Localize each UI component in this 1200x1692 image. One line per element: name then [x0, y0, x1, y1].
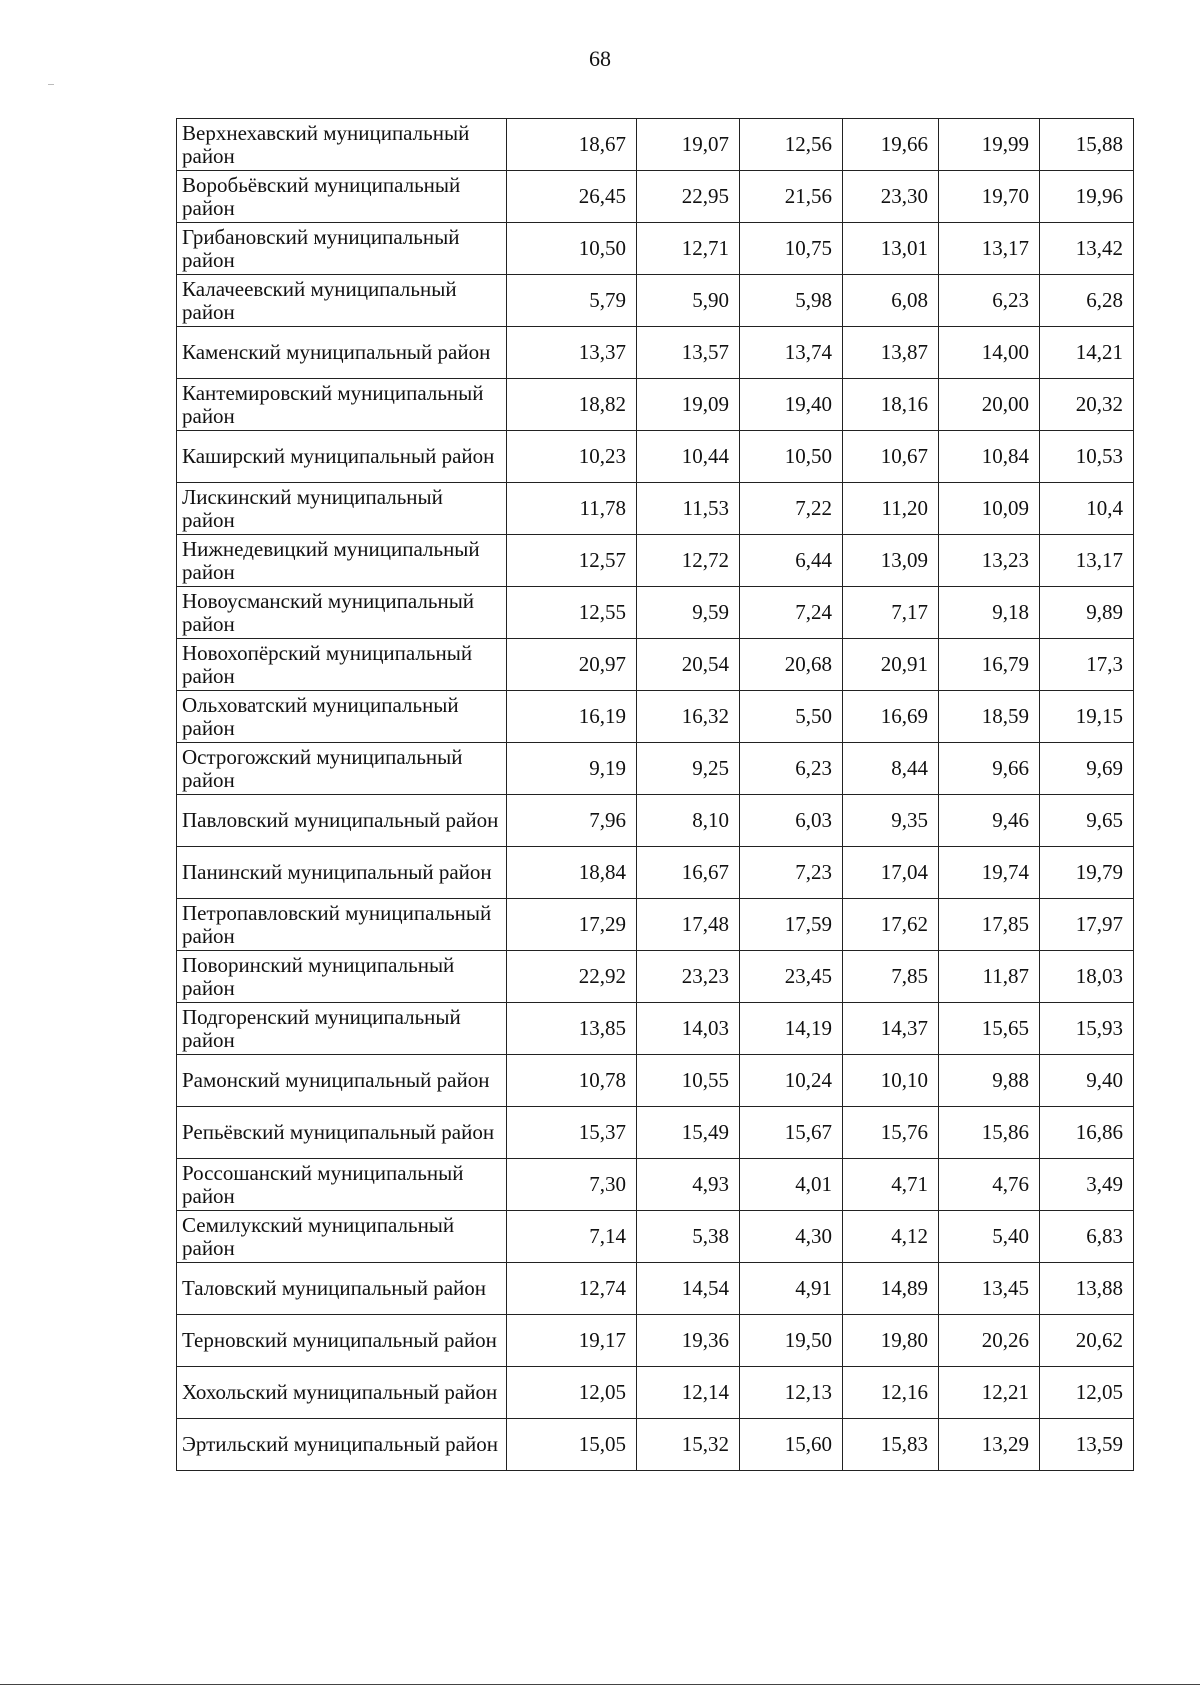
value-cell: 17,48 — [637, 899, 740, 951]
value-cell: 20,97 — [507, 639, 637, 691]
table-row — [177, 847, 1134, 899]
value-cell: 19,07 — [637, 119, 740, 171]
value-cell: 6,83 — [1040, 1211, 1134, 1263]
value-cell: 19,70 — [939, 171, 1040, 223]
value-cell: 19,79 — [1040, 847, 1134, 899]
table-row — [177, 899, 1134, 951]
value-cell: 12,72 — [637, 535, 740, 587]
value-cell: 5,40 — [939, 1211, 1040, 1263]
value-cell: 15,76 — [843, 1107, 939, 1159]
value-cell: 15,83 — [843, 1419, 939, 1471]
value-cell: 18,03 — [1040, 951, 1134, 1003]
value-cell: 10,67 — [843, 431, 939, 483]
value-cell: 4,93 — [637, 1159, 740, 1211]
value-cell: 19,66 — [843, 119, 939, 171]
value-cell: 26,45 — [507, 171, 637, 223]
value-cell: 12,71 — [637, 223, 740, 275]
value-cell: 15,60 — [740, 1419, 843, 1471]
value-cell: 8,44 — [843, 743, 939, 795]
table-row — [177, 1419, 1134, 1471]
value-cell: 17,3 — [1040, 639, 1134, 691]
district-name-cell: Поворинский муниципальный район — [177, 951, 507, 1003]
value-cell: 10,84 — [939, 431, 1040, 483]
value-cell: 4,71 — [843, 1159, 939, 1211]
value-cell: 13,74 — [740, 327, 843, 379]
table-row — [177, 1107, 1134, 1159]
value-cell: 9,25 — [637, 743, 740, 795]
value-cell: 17,62 — [843, 899, 939, 951]
value-cell: 5,50 — [740, 691, 843, 743]
value-cell: 13,57 — [637, 327, 740, 379]
value-cell: 20,68 — [740, 639, 843, 691]
value-cell: 18,82 — [507, 379, 637, 431]
district-name-cell: Нижнедевицкий муниципальный район — [177, 535, 507, 587]
value-cell: 15,65 — [939, 1003, 1040, 1055]
value-cell: 10,10 — [843, 1055, 939, 1107]
bottom-rule — [0, 1684, 1200, 1685]
value-cell: 12,57 — [507, 535, 637, 587]
value-cell: 10,78 — [507, 1055, 637, 1107]
value-cell: 20,62 — [1040, 1315, 1134, 1367]
value-cell: 10,53 — [1040, 431, 1134, 483]
value-cell: 12,56 — [740, 119, 843, 171]
value-cell: 7,24 — [740, 587, 843, 639]
value-cell: 5,79 — [507, 275, 637, 327]
table-row — [177, 431, 1134, 483]
table-row — [177, 327, 1134, 379]
table-row — [177, 691, 1134, 743]
value-cell: 12,55 — [507, 587, 637, 639]
value-cell: 4,30 — [740, 1211, 843, 1263]
district-name-cell: Подгоренский муниципальный район — [177, 1003, 507, 1055]
value-cell: 17,04 — [843, 847, 939, 899]
value-cell: 14,03 — [637, 1003, 740, 1055]
value-cell: 19,17 — [507, 1315, 637, 1367]
district-name-cell: Лискинский муниципальный район — [177, 483, 507, 535]
value-cell: 13,59 — [1040, 1419, 1134, 1471]
table-row — [177, 483, 1134, 535]
value-cell: 12,16 — [843, 1367, 939, 1419]
value-cell: 6,23 — [939, 275, 1040, 327]
value-cell: 9,59 — [637, 587, 740, 639]
value-cell: 14,00 — [939, 327, 1040, 379]
value-cell: 20,26 — [939, 1315, 1040, 1367]
value-cell: 7,30 — [507, 1159, 637, 1211]
value-cell: 20,91 — [843, 639, 939, 691]
value-cell: 11,20 — [843, 483, 939, 535]
value-cell: 15,37 — [507, 1107, 637, 1159]
district-name-cell: Воробьёвский муниципальный район — [177, 171, 507, 223]
value-cell: 4,12 — [843, 1211, 939, 1263]
table-row — [177, 1211, 1134, 1263]
value-cell: 10,23 — [507, 431, 637, 483]
value-cell: 4,76 — [939, 1159, 1040, 1211]
district-name-cell: Таловский муниципальный район — [177, 1263, 507, 1315]
value-cell: 23,30 — [843, 171, 939, 223]
value-cell: 9,88 — [939, 1055, 1040, 1107]
district-name-cell: Калачеевский муниципальный район — [177, 275, 507, 327]
value-cell: 16,86 — [1040, 1107, 1134, 1159]
district-name-cell: Рамонский муниципальный район — [177, 1055, 507, 1107]
value-cell: 9,18 — [939, 587, 1040, 639]
value-cell: 7,22 — [740, 483, 843, 535]
district-name-cell: Панинский муниципальный район — [177, 847, 507, 899]
district-name-cell: Каменский муниципальный район — [177, 327, 507, 379]
district-name-cell: Семилукский муниципальный район — [177, 1211, 507, 1263]
value-cell: 13,23 — [939, 535, 1040, 587]
table-body — [177, 119, 1134, 1471]
district-name-cell: Ольховатский муниципальный район — [177, 691, 507, 743]
value-cell: 23,45 — [740, 951, 843, 1003]
value-cell: 16,19 — [507, 691, 637, 743]
value-cell: 19,36 — [637, 1315, 740, 1367]
value-cell: 15,67 — [740, 1107, 843, 1159]
value-cell: 9,46 — [939, 795, 1040, 847]
value-cell: 10,4 — [1040, 483, 1134, 535]
table-row — [177, 1003, 1134, 1055]
value-cell: 12,05 — [1040, 1367, 1134, 1419]
value-cell: 11,78 — [507, 483, 637, 535]
value-cell: 17,29 — [507, 899, 637, 951]
value-cell: 12,74 — [507, 1263, 637, 1315]
value-cell: 15,49 — [637, 1107, 740, 1159]
value-cell: 20,32 — [1040, 379, 1134, 431]
value-cell: 13,85 — [507, 1003, 637, 1055]
value-cell: 10,50 — [740, 431, 843, 483]
value-cell: 12,05 — [507, 1367, 637, 1419]
district-name-cell: Терновский муниципальный район — [177, 1315, 507, 1367]
value-cell: 19,99 — [939, 119, 1040, 171]
value-cell: 14,89 — [843, 1263, 939, 1315]
value-cell: 13,17 — [939, 223, 1040, 275]
value-cell: 10,09 — [939, 483, 1040, 535]
value-cell: 10,24 — [740, 1055, 843, 1107]
district-name-cell: Каширский муниципальный район — [177, 431, 507, 483]
value-cell: 9,69 — [1040, 743, 1134, 795]
value-cell: 20,00 — [939, 379, 1040, 431]
table-row — [177, 1263, 1134, 1315]
value-cell: 6,23 — [740, 743, 843, 795]
district-name-cell: Верхнехавский муниципальный район — [177, 119, 507, 171]
value-cell: 19,74 — [939, 847, 1040, 899]
value-cell: 22,92 — [507, 951, 637, 1003]
value-cell: 13,17 — [1040, 535, 1134, 587]
table-row — [177, 587, 1134, 639]
value-cell: 19,09 — [637, 379, 740, 431]
value-cell: 18,16 — [843, 379, 939, 431]
table-row — [177, 119, 1134, 171]
value-cell: 7,96 — [507, 795, 637, 847]
value-cell: 15,05 — [507, 1419, 637, 1471]
value-cell: 13,09 — [843, 535, 939, 587]
value-cell: 11,53 — [637, 483, 740, 535]
value-cell: 8,10 — [637, 795, 740, 847]
district-data-table — [176, 118, 1134, 1471]
value-cell: 4,01 — [740, 1159, 843, 1211]
value-cell: 16,69 — [843, 691, 939, 743]
value-cell: 9,89 — [1040, 587, 1134, 639]
table-row — [177, 1315, 1134, 1367]
value-cell: 13,01 — [843, 223, 939, 275]
table-row — [177, 795, 1134, 847]
table-row — [177, 1159, 1134, 1211]
value-cell: 17,85 — [939, 899, 1040, 951]
district-name-cell: Хохольский муниципальный район — [177, 1367, 507, 1419]
district-name-cell: Эртильский муниципальный район — [177, 1419, 507, 1471]
value-cell: 14,19 — [740, 1003, 843, 1055]
table-row — [177, 275, 1134, 327]
value-cell: 7,23 — [740, 847, 843, 899]
value-cell: 7,17 — [843, 587, 939, 639]
value-cell: 9,35 — [843, 795, 939, 847]
table-row — [177, 535, 1134, 587]
table-row — [177, 951, 1134, 1003]
value-cell: 18,59 — [939, 691, 1040, 743]
value-cell: 19,96 — [1040, 171, 1134, 223]
value-cell: 13,37 — [507, 327, 637, 379]
page-number: 68 — [589, 46, 611, 71]
value-cell: 6,44 — [740, 535, 843, 587]
district-name-cell: Кантемировский муниципальный район — [177, 379, 507, 431]
scan-artifact — [48, 84, 54, 85]
value-cell: 20,54 — [637, 639, 740, 691]
value-cell: 19,50 — [740, 1315, 843, 1367]
value-cell: 21,56 — [740, 171, 843, 223]
value-cell: 14,21 — [1040, 327, 1134, 379]
value-cell: 14,54 — [637, 1263, 740, 1315]
value-cell: 12,13 — [740, 1367, 843, 1419]
value-cell: 7,14 — [507, 1211, 637, 1263]
value-cell: 5,90 — [637, 275, 740, 327]
value-cell: 16,32 — [637, 691, 740, 743]
district-name-cell: Грибановский муниципальный район — [177, 223, 507, 275]
table-row — [177, 1367, 1134, 1419]
value-cell: 11,87 — [939, 951, 1040, 1003]
table-row — [177, 171, 1134, 223]
value-cell: 13,42 — [1040, 223, 1134, 275]
table-row — [177, 379, 1134, 431]
value-cell: 12,14 — [637, 1367, 740, 1419]
value-cell: 3,49 — [1040, 1159, 1134, 1211]
value-cell: 15,88 — [1040, 119, 1134, 171]
value-cell: 19,40 — [740, 379, 843, 431]
district-name-cell: Петропавловский муниципальный район — [177, 899, 507, 951]
value-cell: 15,93 — [1040, 1003, 1134, 1055]
value-cell: 19,80 — [843, 1315, 939, 1367]
value-cell: 17,59 — [740, 899, 843, 951]
table-row — [177, 743, 1134, 795]
value-cell: 6,08 — [843, 275, 939, 327]
district-name-cell: Павловский муниципальный район — [177, 795, 507, 847]
value-cell: 12,21 — [939, 1367, 1040, 1419]
value-cell: 9,65 — [1040, 795, 1134, 847]
value-cell: 16,67 — [637, 847, 740, 899]
district-name-cell: Россошанский муниципальный район — [177, 1159, 507, 1211]
value-cell: 15,32 — [637, 1419, 740, 1471]
value-cell: 9,19 — [507, 743, 637, 795]
district-name-cell: Острогожский муниципальный район — [177, 743, 507, 795]
table-row — [177, 1055, 1134, 1107]
value-cell: 4,91 — [740, 1263, 843, 1315]
value-cell: 17,97 — [1040, 899, 1134, 951]
district-name-cell: Репьёвский муниципальный район — [177, 1107, 507, 1159]
value-cell: 15,86 — [939, 1107, 1040, 1159]
value-cell: 10,50 — [507, 223, 637, 275]
value-cell: 7,85 — [843, 951, 939, 1003]
value-cell: 13,88 — [1040, 1263, 1134, 1315]
value-cell: 23,23 — [637, 951, 740, 1003]
value-cell: 22,95 — [637, 171, 740, 223]
district-name-cell: Новоусманский муниципальный район — [177, 587, 507, 639]
value-cell: 6,28 — [1040, 275, 1134, 327]
value-cell: 9,40 — [1040, 1055, 1134, 1107]
value-cell: 10,44 — [637, 431, 740, 483]
value-cell: 5,98 — [740, 275, 843, 327]
value-cell: 10,75 — [740, 223, 843, 275]
value-cell: 6,03 — [740, 795, 843, 847]
value-cell: 13,45 — [939, 1263, 1040, 1315]
value-cell: 18,67 — [507, 119, 637, 171]
value-cell: 14,37 — [843, 1003, 939, 1055]
table-row — [177, 639, 1134, 691]
value-cell: 18,84 — [507, 847, 637, 899]
value-cell: 16,79 — [939, 639, 1040, 691]
value-cell: 13,29 — [939, 1419, 1040, 1471]
district-name-cell: Новохопёрский муниципальный район — [177, 639, 507, 691]
value-cell: 5,38 — [637, 1211, 740, 1263]
value-cell: 19,15 — [1040, 691, 1134, 743]
value-cell: 13,87 — [843, 327, 939, 379]
table-row — [177, 223, 1134, 275]
value-cell: 10,55 — [637, 1055, 740, 1107]
value-cell: 9,66 — [939, 743, 1040, 795]
